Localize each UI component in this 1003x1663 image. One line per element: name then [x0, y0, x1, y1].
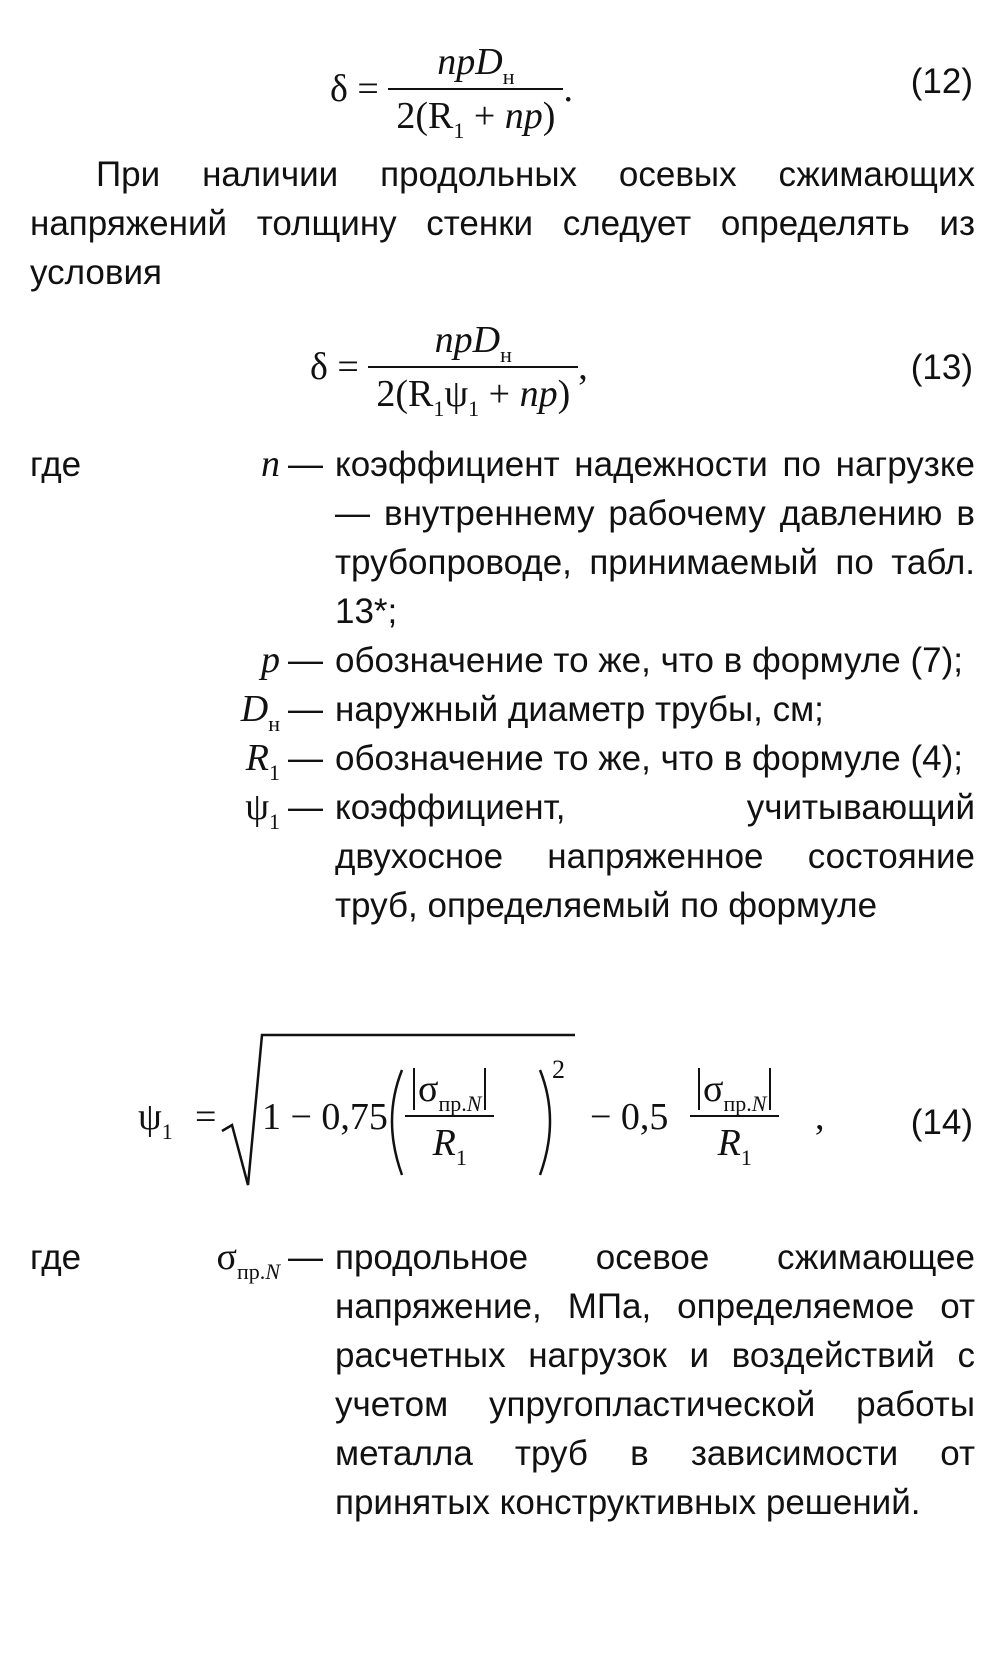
- equation-13: δ = $\frac{npD_н}{2(R_1\psi_1 + np)}$ , (13): [310, 319, 973, 421]
- eq13-lhs: δ =: [310, 346, 359, 388]
- eq14-tail: ,: [815, 1096, 825, 1138]
- def-item-sigma: $\sigma_{пр.N}$ — продольное осевое сжимающее напряжение, МПа, определяемое от расчетных нагрузок и воздействий с учетом упругопластической работы металла труб в зависимости от принятых конструктивных решений.: [216, 1236, 975, 1522]
- defs2-lead: где: [30, 1238, 82, 1277]
- equation-14: [0, 1025, 1003, 1205]
- def-item-p: p — обозначение то же, что в формуле (7);: [261, 639, 963, 681]
- eq12-fraction: $\frac{npD_н}{2(R_1 + np)}$: [388, 40, 563, 138]
- eq14-fraction-1: $\sigma_{пр.N}$ $R_1$: [405, 1067, 494, 1165]
- equation-12: δ = $\frac{npD_н}{2(R_1 + np)}$ . (12): [330, 41, 973, 143]
- eq12-lhs: δ =: [330, 68, 379, 110]
- eq12-number: (12): [910, 62, 973, 101]
- eq13-number: (13): [910, 348, 973, 387]
- eq14-minus: − 0,5: [590, 1096, 669, 1138]
- def-item-n: n — коэффициент надежности по нагрузке — внутреннему рабочему давлению в трубопроводе, принимаемый по табл. 13*;: [261, 443, 975, 631]
- eq14-lhs: $\psi_1$: [138, 1096, 173, 1144]
- eq14-one: 1 − 0,75: [262, 1096, 388, 1138]
- paragraph-intro: При наличии продольных осевых сжимающих напряжений толщину стенки следует определять из условия: [30, 155, 975, 292]
- def-item-r1: $R_1$ — обозначение то же, что в формуле (4);: [245, 737, 963, 785]
- def-item-psi1: $\psi_1$ — коэффициент, учитывающий двухосное напряженное состояние труб, определяемый по формуле: [245, 786, 975, 925]
- eq14-fraction-2: $\sigma_{пр.N}$ $R_1$: [690, 1067, 779, 1165]
- eq14-equals: =: [195, 1096, 217, 1138]
- eq13-fraction: $\frac{npD_н}{2(R_1\psi_1 + np)}$: [368, 318, 578, 416]
- definitions-list-2: [30, 1233, 975, 1527]
- eq14-power: 2: [552, 1055, 565, 1084]
- def-item-dn: $D_н$ — наружный диаметр трубы, см;: [240, 688, 824, 736]
- defs1-lead: где: [30, 445, 82, 484]
- eq14-number: (14): [910, 1103, 973, 1142]
- definitions-list-1: [30, 440, 975, 930]
